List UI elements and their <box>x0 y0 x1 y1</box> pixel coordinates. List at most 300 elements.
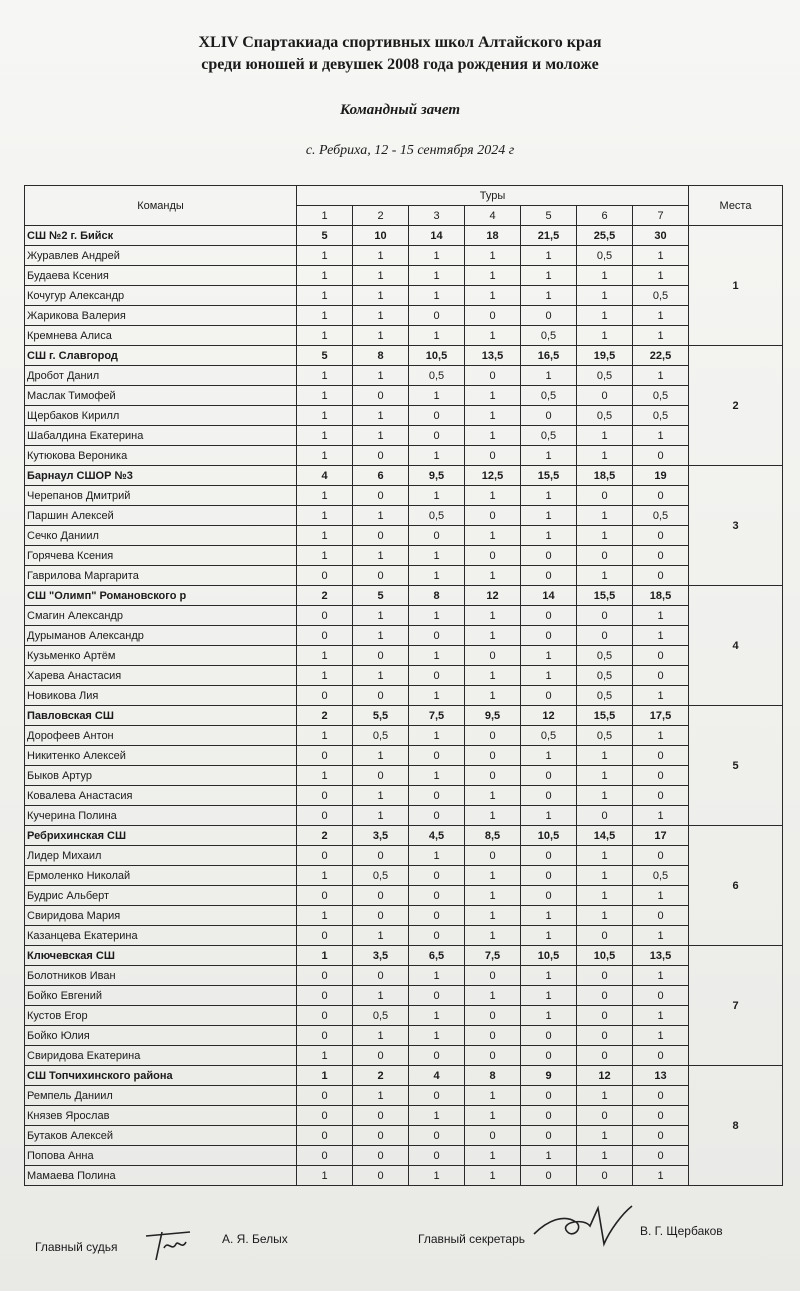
team-round-total: 6 <box>353 466 409 486</box>
athlete-name: Князев Ярослав <box>25 1106 297 1126</box>
athlete-score: 0 <box>409 1146 465 1166</box>
athlete-name: Свиридова Екатерина <box>25 1046 297 1066</box>
athlete-row <box>25 686 783 706</box>
athlete-score: 0 <box>521 686 577 706</box>
team-round-total: 5 <box>297 226 353 246</box>
athlete-row <box>25 1146 783 1166</box>
athlete-score: 1 <box>465 326 521 346</box>
athlete-score: 0 <box>521 546 577 566</box>
team-row <box>25 946 783 966</box>
athlete-score: 1 <box>465 906 521 926</box>
team-round-total: 19,5 <box>577 346 633 366</box>
athlete-score: 1 <box>633 686 689 706</box>
athlete-row <box>25 486 783 506</box>
athlete-score: 1 <box>297 386 353 406</box>
athlete-score: 0,5 <box>521 326 577 346</box>
athlete-score: 0 <box>409 406 465 426</box>
athlete-score: 1 <box>353 926 409 946</box>
athlete-score: 0 <box>577 1166 633 1186</box>
athlete-score: 0 <box>521 626 577 646</box>
athlete-score: 1 <box>465 1166 521 1186</box>
athlete-score: 1 <box>633 266 689 286</box>
athlete-score: 1 <box>409 766 465 786</box>
athlete-score: 1 <box>633 886 689 906</box>
title-line-2: среди юношей и девушек 2008 года рождения и моложе <box>201 56 599 73</box>
team-round-total: 12 <box>521 706 577 726</box>
document-header <box>0 32 800 159</box>
athlete-score: 1 <box>409 1166 465 1186</box>
athlete-row <box>25 666 783 686</box>
athlete-name: Кузьменко Артём <box>25 646 297 666</box>
athlete-name: Кустов Егор <box>25 1006 297 1026</box>
team-round-total: 12,5 <box>465 466 521 486</box>
team-round-total: 14 <box>409 226 465 246</box>
athlete-score: 1 <box>577 566 633 586</box>
athlete-score: 1 <box>521 486 577 506</box>
athlete-name: Шабалдина Екатерина <box>25 426 297 446</box>
team-round-total: 5 <box>353 586 409 606</box>
athlete-score: 1 <box>353 546 409 566</box>
athlete-score: 0 <box>521 406 577 426</box>
athlete-score: 1 <box>521 266 577 286</box>
athlete-name: Жарикова Валерия <box>25 306 297 326</box>
team-round-total: 10 <box>353 226 409 246</box>
athlete-name: Быков Артур <box>25 766 297 786</box>
athlete-score: 1 <box>577 506 633 526</box>
athlete-score: 1 <box>465 986 521 1006</box>
athlete-score: 1 <box>521 246 577 266</box>
athlete-name: Ковалева Анастасия <box>25 786 297 806</box>
athlete-row <box>25 966 783 986</box>
team-name: Барнаул СШОР №3 <box>25 466 297 486</box>
athlete-score: 0 <box>633 566 689 586</box>
signatures-row <box>0 1224 800 1270</box>
athlete-score: 1 <box>297 546 353 566</box>
athlete-name: Будрис Альберт <box>25 886 297 906</box>
athlete-name: Лидер Михаил <box>25 846 297 866</box>
athlete-score: 0 <box>633 1046 689 1066</box>
athlete-score: 0,5 <box>577 686 633 706</box>
athlete-score: 1 <box>577 286 633 306</box>
athlete-score: 0 <box>577 386 633 406</box>
athlete-row <box>25 986 783 1006</box>
athlete-score: 0 <box>465 726 521 746</box>
athlete-score: 1 <box>353 626 409 646</box>
athlete-score: 0 <box>633 986 689 1006</box>
team-place: 7 <box>689 946 783 1066</box>
athlete-score: 0 <box>521 566 577 586</box>
athlete-score: 1 <box>465 626 521 646</box>
athlete-row <box>25 606 783 626</box>
athlete-score: 0 <box>409 426 465 446</box>
athlete-score: 1 <box>577 1146 633 1166</box>
chief-secretary-label: Главный секретарь <box>418 1232 525 1246</box>
athlete-score: 0,5 <box>353 726 409 746</box>
athlete-score: 1 <box>633 726 689 746</box>
athlete-score: 0 <box>297 1146 353 1166</box>
athlete-score: 0 <box>409 626 465 646</box>
athlete-score: 0,5 <box>633 866 689 886</box>
athlete-score: 1 <box>633 966 689 986</box>
athlete-row <box>25 626 783 646</box>
athlete-score: 1 <box>521 286 577 306</box>
athlete-score: 1 <box>521 366 577 386</box>
athlete-name: Бутаков Алексей <box>25 1126 297 1146</box>
athlete-score: 1 <box>577 866 633 886</box>
athlete-score: 1 <box>465 266 521 286</box>
athlete-score: 0 <box>409 806 465 826</box>
athlete-name: Дурыманов Александр <box>25 626 297 646</box>
athlete-row <box>25 786 783 806</box>
chief-judge-label: Главный судья <box>35 1240 118 1254</box>
rounds-column-header: Туры <box>297 186 689 206</box>
athlete-score: 1 <box>297 1046 353 1066</box>
athlete-score: 1 <box>465 806 521 826</box>
athlete-score: 0 <box>577 1026 633 1046</box>
athlete-name: Кутюкова Вероника <box>25 446 297 466</box>
athlete-score: 1 <box>633 1166 689 1186</box>
team-round-total: 6,5 <box>409 946 465 966</box>
athlete-name: Будаева Ксения <box>25 266 297 286</box>
results-body <box>25 226 783 1186</box>
athlete-score: 0 <box>521 766 577 786</box>
athlete-score: 0 <box>353 966 409 986</box>
team-round-total: 8 <box>465 1066 521 1086</box>
athlete-score: 0,5 <box>409 366 465 386</box>
athlete-score: 1 <box>297 446 353 466</box>
team-name: Ребрихинская СШ <box>25 826 297 846</box>
athlete-score: 0 <box>297 1106 353 1126</box>
team-round-total: 1 <box>297 1066 353 1086</box>
team-round-total: 18 <box>465 226 521 246</box>
team-place: 4 <box>689 586 783 706</box>
athlete-score: 1 <box>521 666 577 686</box>
athlete-score: 0 <box>409 666 465 686</box>
team-name: Ключевская СШ <box>25 946 297 966</box>
athlete-row <box>25 806 783 826</box>
athlete-name: Мамаева Полина <box>25 1166 297 1186</box>
judge-signature-icon <box>140 1226 200 1264</box>
athlete-score: 0 <box>409 746 465 766</box>
athlete-score: 1 <box>465 1106 521 1126</box>
athlete-score: 0 <box>297 626 353 646</box>
team-round-total: 13,5 <box>633 946 689 966</box>
athlete-score: 1 <box>465 786 521 806</box>
athlete-score: 0 <box>353 906 409 926</box>
athlete-score: 0 <box>521 846 577 866</box>
athlete-score: 0 <box>465 506 521 526</box>
athlete-name: Сечко Даниил <box>25 526 297 546</box>
team-place: 6 <box>689 826 783 946</box>
athlete-score: 0,5 <box>353 1006 409 1026</box>
athlete-score: 1 <box>409 386 465 406</box>
athlete-name: Смагин Александр <box>25 606 297 626</box>
athlete-score: 1 <box>409 606 465 626</box>
athlete-score: 0 <box>577 626 633 646</box>
athlete-score: 1 <box>465 926 521 946</box>
athlete-name: Бойко Юлия <box>25 1026 297 1046</box>
athlete-row <box>25 886 783 906</box>
team-row <box>25 706 783 726</box>
athlete-score: 1 <box>577 846 633 866</box>
athlete-row <box>25 526 783 546</box>
team-round-total: 19 <box>633 466 689 486</box>
team-round-total: 13 <box>633 1066 689 1086</box>
team-round-total: 10,5 <box>521 946 577 966</box>
athlete-score: 0,5 <box>577 726 633 746</box>
team-round-total: 12 <box>577 1066 633 1086</box>
athlete-score: 0 <box>353 886 409 906</box>
athlete-score: 0 <box>633 1126 689 1146</box>
athlete-score: 0,5 <box>409 506 465 526</box>
athlete-score: 0 <box>521 786 577 806</box>
athlete-score: 1 <box>353 666 409 686</box>
athlete-score: 1 <box>577 1126 633 1146</box>
athlete-score: 1 <box>465 1146 521 1166</box>
team-round-total: 4 <box>409 1066 465 1086</box>
round-number: 2 <box>353 206 409 226</box>
athlete-row <box>25 246 783 266</box>
team-name: СШ "Олимп" Романовского р <box>25 586 297 606</box>
athlete-score: 0 <box>353 646 409 666</box>
team-round-total: 8 <box>353 346 409 366</box>
athlete-name: Кремнева Алиса <box>25 326 297 346</box>
athlete-score: 0 <box>297 786 353 806</box>
athlete-score: 1 <box>409 1026 465 1046</box>
athlete-row <box>25 406 783 426</box>
team-round-total: 14 <box>521 586 577 606</box>
team-place: 3 <box>689 466 783 586</box>
athlete-score: 0 <box>465 366 521 386</box>
athlete-score: 1 <box>297 726 353 746</box>
athlete-score: 1 <box>577 786 633 806</box>
athlete-score: 1 <box>409 266 465 286</box>
athlete-score: 0 <box>353 486 409 506</box>
athlete-score: 0 <box>633 786 689 806</box>
athlete-score: 0 <box>409 1046 465 1066</box>
athlete-score: 1 <box>465 606 521 626</box>
athlete-score: 1 <box>353 986 409 1006</box>
athlete-score: 1 <box>465 1086 521 1106</box>
athlete-score: 1 <box>353 806 409 826</box>
athlete-score: 0 <box>297 886 353 906</box>
athlete-score: 1 <box>521 526 577 546</box>
round-number: 4 <box>465 206 521 226</box>
athlete-score: 1 <box>465 566 521 586</box>
athlete-score: 0 <box>633 446 689 466</box>
athlete-row <box>25 306 783 326</box>
athlete-score: 0 <box>465 1006 521 1026</box>
athlete-score: 0 <box>633 666 689 686</box>
chief-judge-name: А. Я. Белых <box>222 1232 288 1246</box>
athlete-score: 1 <box>577 326 633 346</box>
athlete-score: 0 <box>297 966 353 986</box>
team-round-total: 18,5 <box>577 466 633 486</box>
athlete-score: 0 <box>633 646 689 666</box>
athlete-score: 1 <box>297 326 353 346</box>
athlete-score: 0 <box>465 306 521 326</box>
athlete-score: 0 <box>633 1086 689 1106</box>
athlete-score: 0 <box>297 686 353 706</box>
athlete-score: 1 <box>297 666 353 686</box>
athlete-score: 0 <box>633 746 689 766</box>
athlete-score: 0,5 <box>577 366 633 386</box>
team-place: 8 <box>689 1066 783 1186</box>
team-round-total: 2 <box>297 706 353 726</box>
athlete-row <box>25 1106 783 1126</box>
athlete-score: 0 <box>521 1026 577 1046</box>
athlete-name: Никитенко Алексей <box>25 746 297 766</box>
team-round-total: 21,5 <box>521 226 577 246</box>
athlete-name: Кучерина Полина <box>25 806 297 826</box>
athlete-score: 1 <box>577 746 633 766</box>
athlete-score: 1 <box>353 746 409 766</box>
athlete-score: 0 <box>409 866 465 886</box>
athlete-score: 0 <box>465 1026 521 1046</box>
team-round-total: 7,5 <box>409 706 465 726</box>
athlete-row <box>25 446 783 466</box>
athlete-score: 1 <box>465 686 521 706</box>
athlete-score: 1 <box>297 406 353 426</box>
athlete-score: 0 <box>465 846 521 866</box>
title-line-1: XLIV Спартакиада спортивных школ Алтайского края <box>198 34 602 51</box>
team-round-total: 12 <box>465 586 521 606</box>
team-round-total: 8,5 <box>465 826 521 846</box>
athlete-score: 1 <box>465 886 521 906</box>
athlete-score: 1 <box>409 446 465 466</box>
athlete-score: 0 <box>297 1006 353 1026</box>
athlete-score: 1 <box>633 1026 689 1046</box>
athlete-name: Ермоленко Николай <box>25 866 297 886</box>
athlete-name: Паршин Алексей <box>25 506 297 526</box>
athlete-score: 1 <box>521 646 577 666</box>
athlete-score: 0 <box>409 306 465 326</box>
results-table <box>24 185 783 1186</box>
round-number: 3 <box>409 206 465 226</box>
athlete-score: 0 <box>465 966 521 986</box>
athlete-score: 0 <box>633 526 689 546</box>
athlete-score: 0 <box>521 1086 577 1106</box>
athlete-score: 1 <box>297 286 353 306</box>
athlete-score: 1 <box>577 426 633 446</box>
athlete-score: 0,5 <box>633 406 689 426</box>
athlete-row <box>25 326 783 346</box>
athlete-score: 1 <box>297 866 353 886</box>
place-date: с. Ребриха, 12 - 15 сентября 2024 г <box>305 143 515 158</box>
athlete-row <box>25 1006 783 1026</box>
team-place: 5 <box>689 706 783 826</box>
athlete-name: Болотников Иван <box>25 966 297 986</box>
athlete-name: Харева Анастасия <box>25 666 297 686</box>
team-row <box>25 466 783 486</box>
athlete-score: 1 <box>633 806 689 826</box>
athlete-score: 0 <box>521 1166 577 1186</box>
athlete-row <box>25 1166 783 1186</box>
team-round-total: 25,5 <box>577 226 633 246</box>
athlete-score: 0 <box>521 1046 577 1066</box>
athlete-score: 1 <box>297 506 353 526</box>
athlete-score: 1 <box>409 726 465 746</box>
athlete-score: 1 <box>353 1086 409 1106</box>
athlete-score: 0 <box>409 1126 465 1146</box>
athlete-score: 0 <box>577 1106 633 1126</box>
athlete-score: 1 <box>633 926 689 946</box>
athlete-score: 0 <box>353 1106 409 1126</box>
team-row <box>25 226 783 246</box>
athlete-row <box>25 1026 783 1046</box>
athlete-name: Дорофеев Антон <box>25 726 297 746</box>
athlete-score: 0 <box>465 1046 521 1066</box>
athlete-score: 1 <box>353 1026 409 1046</box>
athlete-score: 0 <box>633 766 689 786</box>
athlete-score: 0 <box>633 1146 689 1166</box>
athlete-score: 1 <box>577 906 633 926</box>
athlete-score: 1 <box>297 306 353 326</box>
athlete-score: 1 <box>521 506 577 526</box>
team-round-total: 14,5 <box>577 826 633 846</box>
athlete-score: 1 <box>521 1006 577 1026</box>
athlete-score: 1 <box>409 846 465 866</box>
athlete-score: 1 <box>297 906 353 926</box>
athlete-score: 1 <box>409 686 465 706</box>
athlete-score: 0 <box>297 846 353 866</box>
athlete-score: 0 <box>353 566 409 586</box>
athlete-score: 0 <box>409 1086 465 1106</box>
team-round-total: 17 <box>633 826 689 846</box>
athlete-score: 0 <box>633 546 689 566</box>
athlete-score: 0 <box>353 1126 409 1146</box>
athlete-score: 1 <box>633 1006 689 1026</box>
athlete-score: 0 <box>465 646 521 666</box>
athlete-score: 1 <box>577 526 633 546</box>
athlete-score: 1 <box>465 406 521 426</box>
athlete-score: 0 <box>633 486 689 506</box>
team-round-total: 15,5 <box>521 466 577 486</box>
team-round-total: 10,5 <box>577 946 633 966</box>
athlete-score: 0 <box>577 486 633 506</box>
athlete-score: 0 <box>465 546 521 566</box>
athlete-score: 1 <box>297 366 353 386</box>
athlete-score: 0 <box>297 606 353 626</box>
athlete-score: 0,5 <box>521 426 577 446</box>
team-round-total: 9 <box>521 1066 577 1086</box>
team-row <box>25 586 783 606</box>
team-round-total: 2 <box>353 1066 409 1086</box>
athlete-row <box>25 746 783 766</box>
athlete-score: 1 <box>297 266 353 286</box>
athlete-score: 0 <box>353 386 409 406</box>
athlete-score: 1 <box>409 646 465 666</box>
athlete-score: 0,5 <box>577 406 633 426</box>
athlete-score: 0,5 <box>577 646 633 666</box>
team-round-total: 10,5 <box>521 826 577 846</box>
team-round-total: 7,5 <box>465 946 521 966</box>
athlete-score: 0 <box>353 686 409 706</box>
team-round-total: 22,5 <box>633 346 689 366</box>
team-round-total: 16,5 <box>521 346 577 366</box>
athlete-score: 1 <box>353 786 409 806</box>
team-round-total: 4 <box>297 466 353 486</box>
athlete-score: 1 <box>409 326 465 346</box>
team-name: СШ №2 г. Бийск <box>25 226 297 246</box>
athlete-name: Новикова Лия <box>25 686 297 706</box>
athlete-score: 0,5 <box>353 866 409 886</box>
team-name: Павловская СШ <box>25 706 297 726</box>
athlete-score: 0 <box>353 846 409 866</box>
athlete-score: 0 <box>353 1166 409 1186</box>
athlete-row <box>25 566 783 586</box>
athlete-score: 1 <box>521 986 577 1006</box>
